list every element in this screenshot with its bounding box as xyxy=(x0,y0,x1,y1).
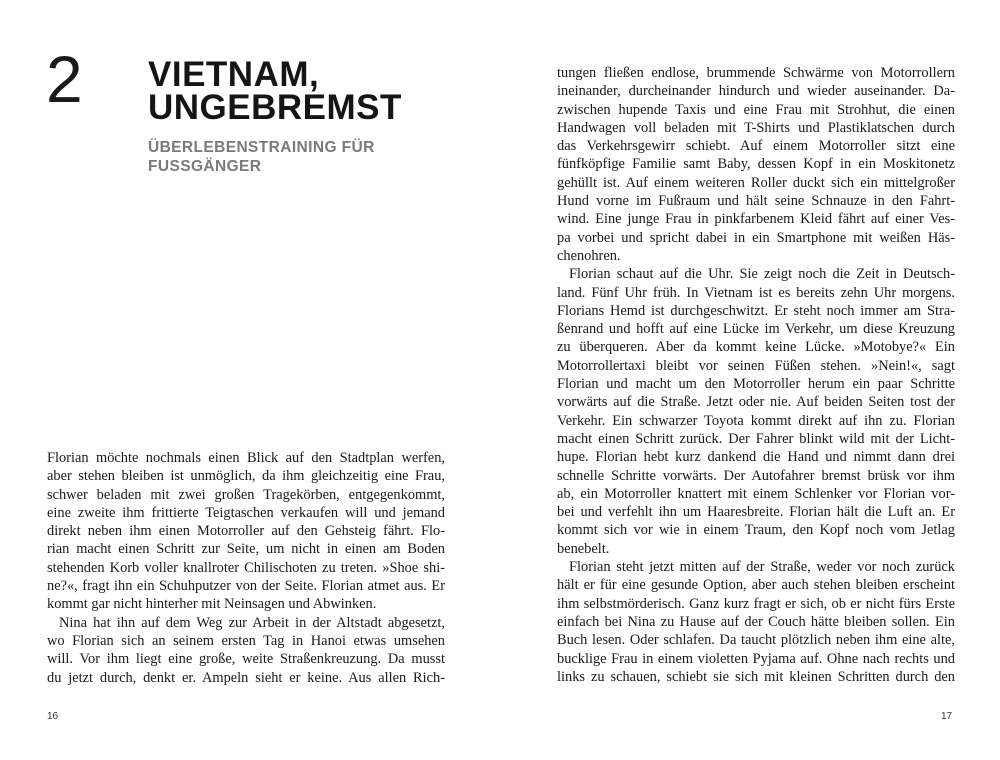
text-line: eine zweite ihm frittierte Teigtaschen verkaufen will und jemand xyxy=(47,504,445,521)
text-line: Buch lesen. Oder schlafen. Da taucht plötzlich neben ihm eine alte, xyxy=(557,632,955,649)
text-line: Florian steht jetzt mitten auf der Straße, weder vor noch zurück xyxy=(569,559,955,576)
text-line: zu überqueren. Aber da kommt keine Lücke. »Motobye?« Ein xyxy=(557,339,955,356)
text-line: Florians Hemd ist durchgeschwitzt. Er steht noch immer am Stra- xyxy=(557,302,955,319)
text-line: benebelt. xyxy=(557,540,610,557)
text-line: bei und verfehlt ihn um Haaresbreite. Florian hält die Luft an. Er xyxy=(557,504,955,521)
chapter-title xyxy=(148,55,402,127)
text-line: stehenden Korb voller knallroter Chilischoten zu treten. »Shoe shi- xyxy=(47,559,445,576)
text-line: ne?«, fragt ihn ein Schuhputzer von der Seite. Florian atmet aus. Er xyxy=(47,578,445,595)
text-line: links zu schauen, schiebt sie sich mit kleinen Schritten durch den xyxy=(557,668,955,685)
text-line: zwischen hupende Taxis und eine Frau mit Strohhut, die einen xyxy=(557,101,955,118)
text-line: land. Fünf Uhr früh. In Vietnam ist es bereits zehn Uhr morgens. xyxy=(557,284,955,301)
text-line: Florian und macht um den Motorroller herum ein paar Schritte xyxy=(557,376,955,393)
chapter-subtitle xyxy=(148,138,375,176)
page-number: 17 xyxy=(941,711,953,722)
text-line: hupe. Florian hebt kurz dankend die Hand und nimmt dann drei xyxy=(557,449,955,466)
text-line: Nina hat ihn auf dem Weg zur Arbeit in der Altstadt abgesetzt, xyxy=(59,614,445,631)
text-line: Florian möchte nochmals einen Blick auf den Stadtplan werfen, xyxy=(47,450,445,466)
text-line: einfach bei Nina zu Hause auf der Couch hätte bleiben sollen. Ein xyxy=(557,613,955,630)
left-body-text xyxy=(47,449,445,687)
page-number: 16 xyxy=(47,711,59,722)
text-line: macht einen Schritt zurück. Der Fahrer blinkt wild mit der Licht- xyxy=(557,430,955,447)
text-line: kommt sich vor wie in einem Traum, den Kopf noch vom Jetlag xyxy=(557,522,955,539)
text-line: schwer beladen mit zwei großen Tragekörben, entgegenkommt, xyxy=(47,486,445,503)
text-line: ßenrand und hofft auf eine Lücke im Verkehr, um diese Kreuzung xyxy=(557,321,955,338)
right-body-text xyxy=(557,64,955,686)
text-line: Hund vorne im Fußraum und hält seine Schnauze in den Fahrt- xyxy=(557,193,955,210)
text-line: rian macht einen Schritt zur Seite, um nicht in einen am Boden xyxy=(47,541,445,558)
chapter-title-line: UNGEBREMST xyxy=(148,88,402,127)
text-line: das Verkehrsgewirr schiebt. Auf einem Motorroller sitzt eine xyxy=(557,138,955,155)
text-line: wind. Eine junge Frau in pinkfarbenem Kleid fährt auf einer Ves- xyxy=(557,211,955,228)
text-line: Verkehr. Ein schwarzer Toyota kommt direkt auf ihn zu. Florian xyxy=(557,412,955,429)
text-line: ineinander, durcheinander hindurch und wieder auseinander. Da- xyxy=(557,83,955,100)
text-line: Motorrollertaxi bleibt vor seinen Füßen stehen. »Nein!«, sagt xyxy=(557,357,955,374)
text-line: gehüllt ist. Auf einem weiteren Roller duckt sich ein mittelgroßer xyxy=(557,174,955,191)
text-line: wo Florian sich an seinem ersten Tag in Hanoi etwas umsehen xyxy=(47,632,445,649)
text-line: tungen fließen endlose, brummende Schwärme von Motorrollern xyxy=(557,65,955,81)
text-line: direkt neben ihm einen Motorroller auf den Gehsteig fährt. Flo- xyxy=(47,523,445,540)
text-line: aber stehen bleiben ist unmöglich, da ihm gleichzeitig eine Frau, xyxy=(47,468,445,485)
text-line: fünfköpfige Familie samt Baby, dessen Kopf in ein Moskitonetz xyxy=(557,156,955,173)
chapter-subtitle-line: FUSSGÄNGER xyxy=(148,158,262,175)
text-line: ihm selbstmörderisch. Ganz kurz fragt er sich, ob er nicht fürs Erste xyxy=(557,595,955,612)
chapter-number: 2 xyxy=(46,42,83,116)
text-line: ab, ein Motorroller knattert mit einem Schlenker vor Florian vor- xyxy=(557,485,955,502)
text-line: Florian schaut auf die Uhr. Sie zeigt noch die Zeit in Deutsch- xyxy=(569,266,955,283)
text-line: pa vorbei und spricht dabei in ein Smartphone mit weißen Häs- xyxy=(557,229,955,246)
text-line: will. Vor ihm liegt eine große, weite Straßenkreuzung. Da musst xyxy=(47,651,445,668)
text-line: schnelle Schritte vorwärts. Der Autofahrer bremst brüsk vor ihm xyxy=(557,467,955,484)
text-line: chenohren. xyxy=(557,247,621,264)
text-line: kommt gar nicht hinterher mit Neinsagen und Abwinken. xyxy=(47,596,377,613)
chapter-subtitle-line: ÜBERLEBENSTRAINING FÜR xyxy=(148,139,375,156)
text-line: vorwärts auf die Straße. Jetzt oder nie. Auf beiden Seiten tost der xyxy=(557,394,955,411)
text-line: du jetzt durch, denkt er. Ampeln sieht er keine. Aus allen Rich- xyxy=(47,669,445,686)
text-line: bucklige Frau in einem violetten Pyjama auf. Ohne nach rechts und xyxy=(557,650,955,667)
text-line: Handwagen voll beladen mit T-Shirts und Plastiklatschen durch xyxy=(557,119,955,136)
chapter-title-line: VIETNAM, xyxy=(148,55,320,94)
text-line: hält er für eine gesunde Option, aber auch stehen bleiben erscheint xyxy=(557,577,955,594)
